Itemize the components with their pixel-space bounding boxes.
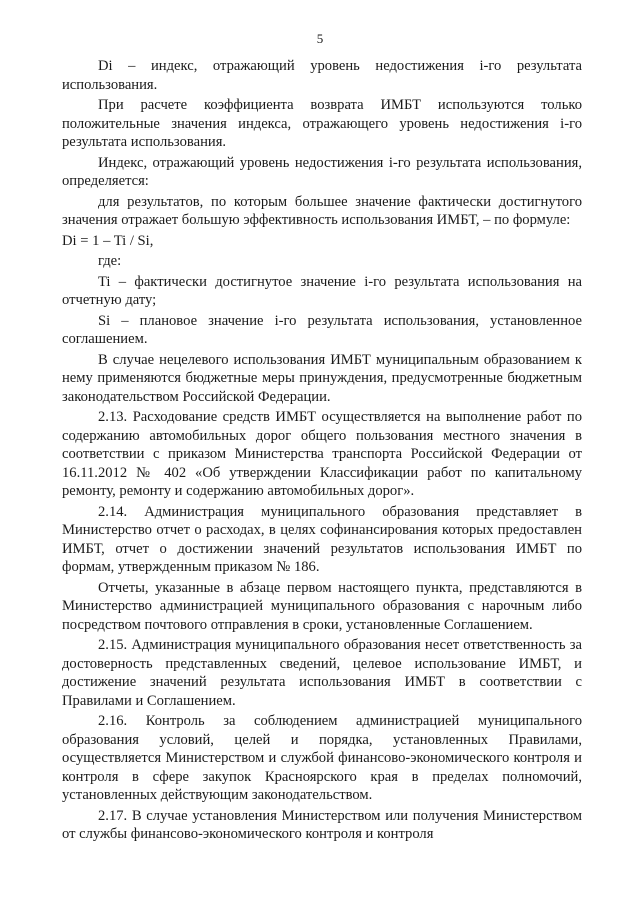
paragraph-2-16: 2.16. Контроль за соблюдением администрацией муниципального образования условий, целей и порядка, установленных Правилами, осуществляется Министерством и службой финансово-экономического контроля и контроля в сфере закупок Красноярского края в пределах полномочий, установленных действующим законодательством. [62, 713, 582, 803]
paragraph-2-17: 2.17. В случае установления Министерством или получения Министерством от службы финансово-экономического контроля и контроля [62, 807, 582, 842]
paragraph-s-definition: Si – плановое значение i-го результата использования, установленное соглашением. [62, 312, 582, 347]
paragraph-reports: Отчеты, указанные в абзаце первом настоящего пункта, представляются в Министерство администрацией муниципального образования с нарочным либо посредством почтового отправления в сроки, установленные Соглашением. [62, 579, 582, 633]
paragraph-where: где: [98, 253, 122, 269]
paragraph-2-14: 2.14. Администрация муниципального образования представляет в Министерство отчет о расходах, в целях софинансирования которых предоставлен ИМБТ, отчет о достижении значений результатов использования ИМБТ по формам, утвержденным приказом № 186. [62, 503, 582, 575]
document-body [62, 57, 582, 846]
paragraph-d-definition: Di – индекс, отражающий уровень недостижения i-го результата использования. [62, 58, 582, 93]
page-number: 5 [316, 31, 324, 46]
formula: Di = 1 – Ti / Si, [62, 232, 154, 249]
paragraph-index-determined: Индекс, отражающий уровень недостижения i-го результата использования, определяется: [62, 154, 582, 189]
paragraph-2-13: 2.13. Расходование средств ИМБТ осуществляется на выполнение работ по содержанию автомобильных дорог общего пользования местного значения в соответствии с приказом Министерства транспорта Российской Федерации от 16.11.2012 № 402 «Об утверждении Классификации работ по капитальному ремонту, ремонту и содержанию автомобильных дорог». [62, 409, 582, 499]
paragraph-misuse: В случае нецелевого использования ИМБТ муниципальным образованием к нему применяются бюджетные меры принуждения, предусмотренные бюджетным законодательством Российской Федерации. [62, 351, 582, 405]
paragraph-positive-values: При расчете коэффициента возврата ИМБТ используются только положительные значения индекса, отражающего уровень недостижения i-го результата использования. [62, 97, 582, 150]
paragraph-t-definition: Ti – фактически достигнутое значение i-го результата использования на отчетную дату; [62, 273, 582, 308]
paragraph-formula-intro: для результатов, по которым большее значение фактически достигнутого значения отражает большую эффективность использования ИМБТ, – по формуле: [62, 193, 582, 228]
paragraph-2-15: 2.15. Администрация муниципального образования несет ответственность за достоверность представленных сведений, целевое использование ИМБТ, и достижение значений результата использования ИМБТ в соответствии с Правилами и Соглашением. [62, 637, 582, 709]
